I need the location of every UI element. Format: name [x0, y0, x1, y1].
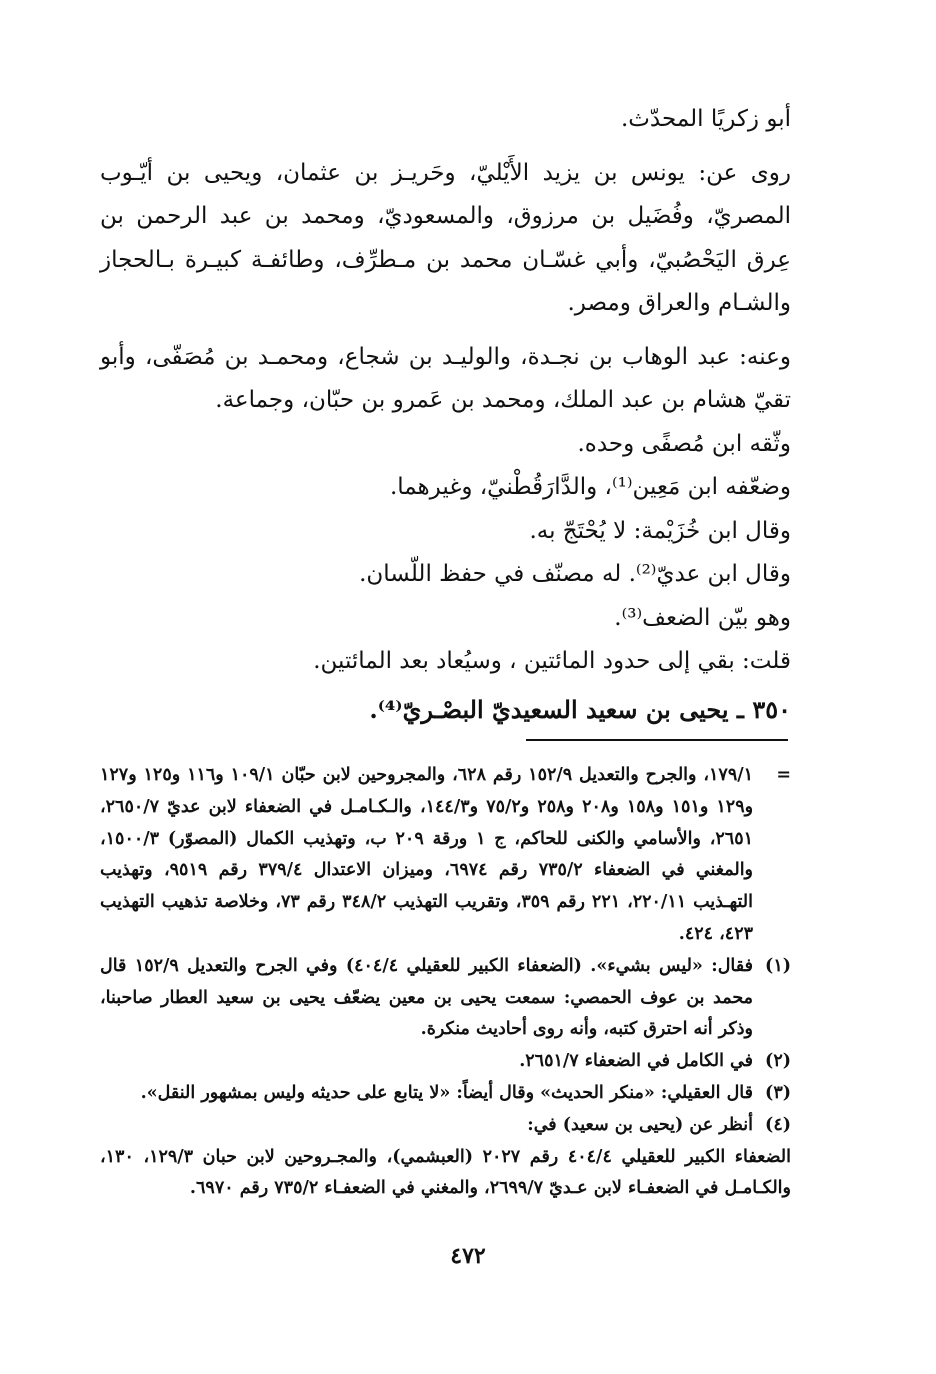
assessment-line: وقال ابن خُزَيْمة: لا يُحْتَجّ به. — [529, 517, 791, 544]
footnote-text: قال العقيلي: «منكر الحديث» وقال أيضاً: «لا يتابع على حديثه وليس بمشهور النقل». — [140, 1082, 753, 1103]
main-text — [100, 98, 791, 731]
footnote-text: أنظر عن (يحيى بن سعيد) في: — [527, 1114, 753, 1135]
footnote-text: فقال: «ليس بشيء». (الضعفاء الكبير للعقيلي ٤٠٤/٤) وفي الجرح والتعديل ١٥٢/٩ قال محمد بن عوف الحمصي: سمعت يحيى بن معين يضعّف يحيى بن سعيد العطار صاحبنا، وذكر أنه احترق كتبه، وأنه روى أحاديث منكرة. — [100, 955, 753, 1040]
footnote-number: (٣) — [765, 1082, 791, 1103]
footnote — [100, 1110, 791, 1142]
entry-heading: ٣٥٠ ـ يحيى بن سعيد السعيديّ البصْـريّ⁽⁴⁾. — [369, 694, 791, 724]
footnote — [100, 1078, 791, 1110]
footnote-separator — [526, 739, 788, 741]
footnote-text: ١٧٩/١، والجرح والتعديل ١٥٢/٩ رقم ٦٢٨، والمجروحين لابن حبّان ١٠٩/١ و١١٦ و١٢٥ و١٢٧ و١٢٩ و١٥١ و١٥٨ و٢٠٨ و٢٥٨ و٧٥/٢ و١٤٤/٣، والـكـامـل في الضعفاء لابن عديّ ٢٦٥٠/٧، ٢٦٥١، والأسامي والكنى للحاكم، ج ١ ورقة ٢٠٩ ب، وتهذيب الكمال (المصوّر) ١٥٠٠/٣، والمغني في الضعفاء ٧٣٥/٢ رقم ٦٩٧٤، وميزان الاعتدال ٣٧٩/٤ رقم ٩٥١٩، وتهذيب التهـذيب ٢٢٠/١١، ٢٢١ رقم ٣٥٩، وتقريب التهذيب ٣٤٨/٢ رقم ٧٣، وخلاصة تذهيب التهذيب ٤٢٣، ٤٢٤. — [100, 765, 754, 944]
assessment-line: وهو بيّن الضعف⁽³⁾. — [614, 604, 791, 631]
footnote-text: في الكامل في الضعفاء ٢٦٥١/٧. — [519, 1051, 753, 1072]
footnote — [100, 1046, 791, 1078]
biography-title-line: أبو زكريًا المحدّث. — [620, 106, 791, 132]
footnote — [100, 760, 791, 951]
footnote-continuation: الضعفاء الكبير للعقيلي ٤٠٤/٤ رقم ٢٠٢٧ (العبشمي)، والمجـروحين لابن حبان ١٢٩/٣، ١٣٠، والكـامـل في الضعفـاء لابن عـديّ ٢٦٩٩/٧، والمغني في الضعفـاء ٧٣٥/٢ رقم ٦٩٧٠. — [100, 1146, 791, 1199]
assessment-line: وثّقه ابن مُصفًى وحده. — [577, 430, 791, 457]
narrated-by-paragraph: وعنه: عبد الوهاب بن نجـدة، والوليـد بن شجاع، ومحمـد بن مُصَفّى، وأبو تقيّ هشام بن عبد الملك، ومحمد بن عَمرو بن حبّان، وجماعة. — [100, 343, 791, 413]
footnote — [100, 951, 791, 1046]
footnotes — [100, 760, 791, 1205]
page-number: ٤٧٢ — [450, 1243, 486, 1269]
assessment-line: وضعّفه ابن مَعِين⁽¹⁾، والدَّارَقُطْنيّ، وغيرهما. — [389, 474, 791, 500]
assessment-line: قلت: بقي إلى حدود المائتين ، وسيُعاد بعد المائتين. — [313, 648, 791, 674]
footnote-number: (٤) — [765, 1114, 791, 1135]
narrated-from-paragraph: روى عن: يونس بن يزيد الأَيْليّ، وحَريـز بن عثمان، ويحيى بن أيّـوب المصريّ، وفُضَيل بن مرزوق، والمسعوديّ، ومحمد بن عبد الرحمن بن عِرق اليَحْصُبيّ، وأبي غسّـان محمد بن مـطرِّف، وطائفـة كبيـرة بـالحجاز والشـام والعراق ومصر. — [100, 159, 791, 316]
footnote-number: = — [776, 765, 791, 785]
assessment-line: وقال ابن عديّ⁽²⁾. له مصنّف في حفظ اللّسان. — [359, 561, 791, 587]
footnote-number: (٢) — [765, 1051, 791, 1072]
assessments-block — [100, 423, 791, 684]
footnote-number: (١) — [765, 955, 791, 976]
